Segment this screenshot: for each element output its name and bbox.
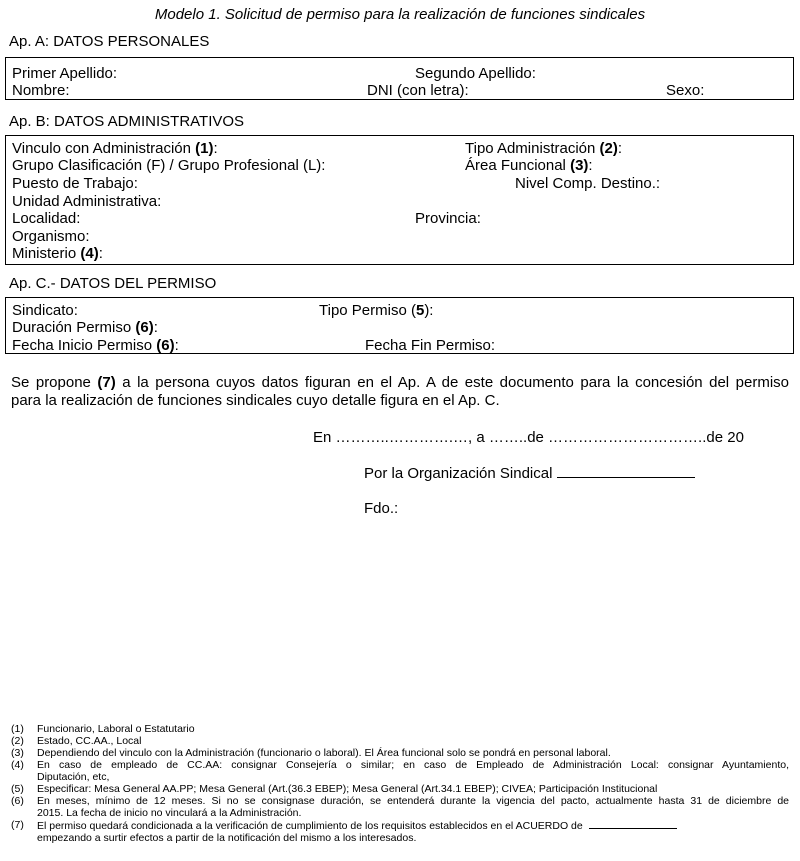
sindicato-label: Sindicato: — [12, 302, 78, 319]
sexo-label: Sexo: — [666, 82, 705, 99]
puesto-trabajo-label: Puesto de Trabajo: — [12, 175, 138, 192]
fdo-label: Fdo.: — [364, 500, 399, 517]
section-b-heading: Ap. B: DATOS ADMINISTRATIVOS — [9, 113, 245, 130]
segundo-apellido-label: Segundo Apellido: — [415, 65, 536, 82]
footnote: (6) En meses, mínimo de 12 meses. Si no se consignase duración, se entenderá durante la vigencia del pacto, actualmente hasta 31 de diciembre de 2015. La fecha de inicio no vinculará a la Administración. — [11, 795, 789, 819]
footnote: (3) Dependiendo del vinculo con la Administración (funcionario o laboral). El Área funcional solo se pondrá en personal laboral. — [11, 747, 611, 759]
section-a-heading: Ap. A: DATOS PERSONALES — [9, 33, 210, 50]
fecha-fin-label: Fecha Fin Permiso: — [365, 337, 496, 354]
section-a-box — [5, 57, 794, 100]
section-c-heading: Ap. C.- DATOS DEL PERMISO — [9, 275, 217, 292]
nivel-destino-label: Nivel Comp. Destino.: — [515, 175, 661, 192]
footnote: (2) Estado, CC.AA., Local — [11, 735, 142, 747]
proposal-line-2: para la realización de funciones sindicales cuyo detalle figura en el Ap. C. — [11, 392, 500, 409]
place-date-line: En ………..………….…, a ……..de …………………………..de 20 — [313, 429, 744, 446]
dni-label: DNI (con letra): — [367, 82, 469, 99]
fecha-inicio-label: Fecha Inicio Permiso (6): — [12, 337, 179, 354]
footnote: (5) Especificar: Mesa General AA.PP; Mesa General (Art.(36.3 EBEP); Mesa General (Art.34.1 EBEP); CIVEA; Participación Institucional — [11, 783, 658, 795]
unidad-administrativa-label: Unidad Administrativa: — [12, 193, 162, 210]
organization-signature-line: Por la Organización Sindical — [364, 464, 695, 482]
footnote: (1) Funcionario, Laboral o Estatutario — [11, 723, 195, 735]
nombre-label: Nombre: — [12, 82, 70, 99]
footnote: (4) En caso de empleado de CC.AA: consignar Consejería o similar; en caso de Empleado de Administración Local: consignar Ayuntamiento, Diputación, etc, — [11, 759, 789, 783]
section-c-box — [5, 297, 794, 354]
vinculo-label: Vinculo con Administración (1): — [12, 140, 218, 157]
localidad-label: Localidad: — [12, 210, 81, 227]
footnote: (7) El permiso quedará condicionada a la verificación de cumplimiento de los requisitos establecidos en el ACUERDO de empezando a surtir efectos a partir de la notificación del mismo a los interesados. — [11, 819, 789, 844]
provincia-label: Provincia: — [415, 210, 481, 227]
proposal-line-1: Se propone (7) a la persona cuyos datos figuran en el Ap. A de este documento para la concesión del permiso — [11, 374, 789, 391]
ministerio-label: Ministerio (4): — [12, 245, 103, 262]
proposal-paragraph — [11, 374, 789, 410]
organismo-label: Organismo: — [12, 228, 90, 245]
signature-blank — [557, 464, 695, 478]
footnotes — [11, 723, 789, 844]
document-title: Modelo 1. Solicitud de permiso para la realización de funciones sindicales — [154, 6, 646, 23]
acuerdo-blank — [589, 819, 677, 829]
duracion-permiso-label: Duración Permiso (6): — [12, 319, 158, 336]
tipo-administracion-label: Tipo Administración (2): — [465, 140, 623, 157]
section-b-box — [5, 135, 794, 265]
area-funcional-label: Área Funcional (3): — [465, 157, 593, 174]
grupo-clasificacion-label: Grupo Clasificación (F) / Grupo Profesional (L): — [12, 157, 326, 174]
primer-apellido-label: Primer Apellido: — [12, 65, 118, 82]
tipo-permiso-label: Tipo Permiso (5): — [319, 302, 434, 319]
